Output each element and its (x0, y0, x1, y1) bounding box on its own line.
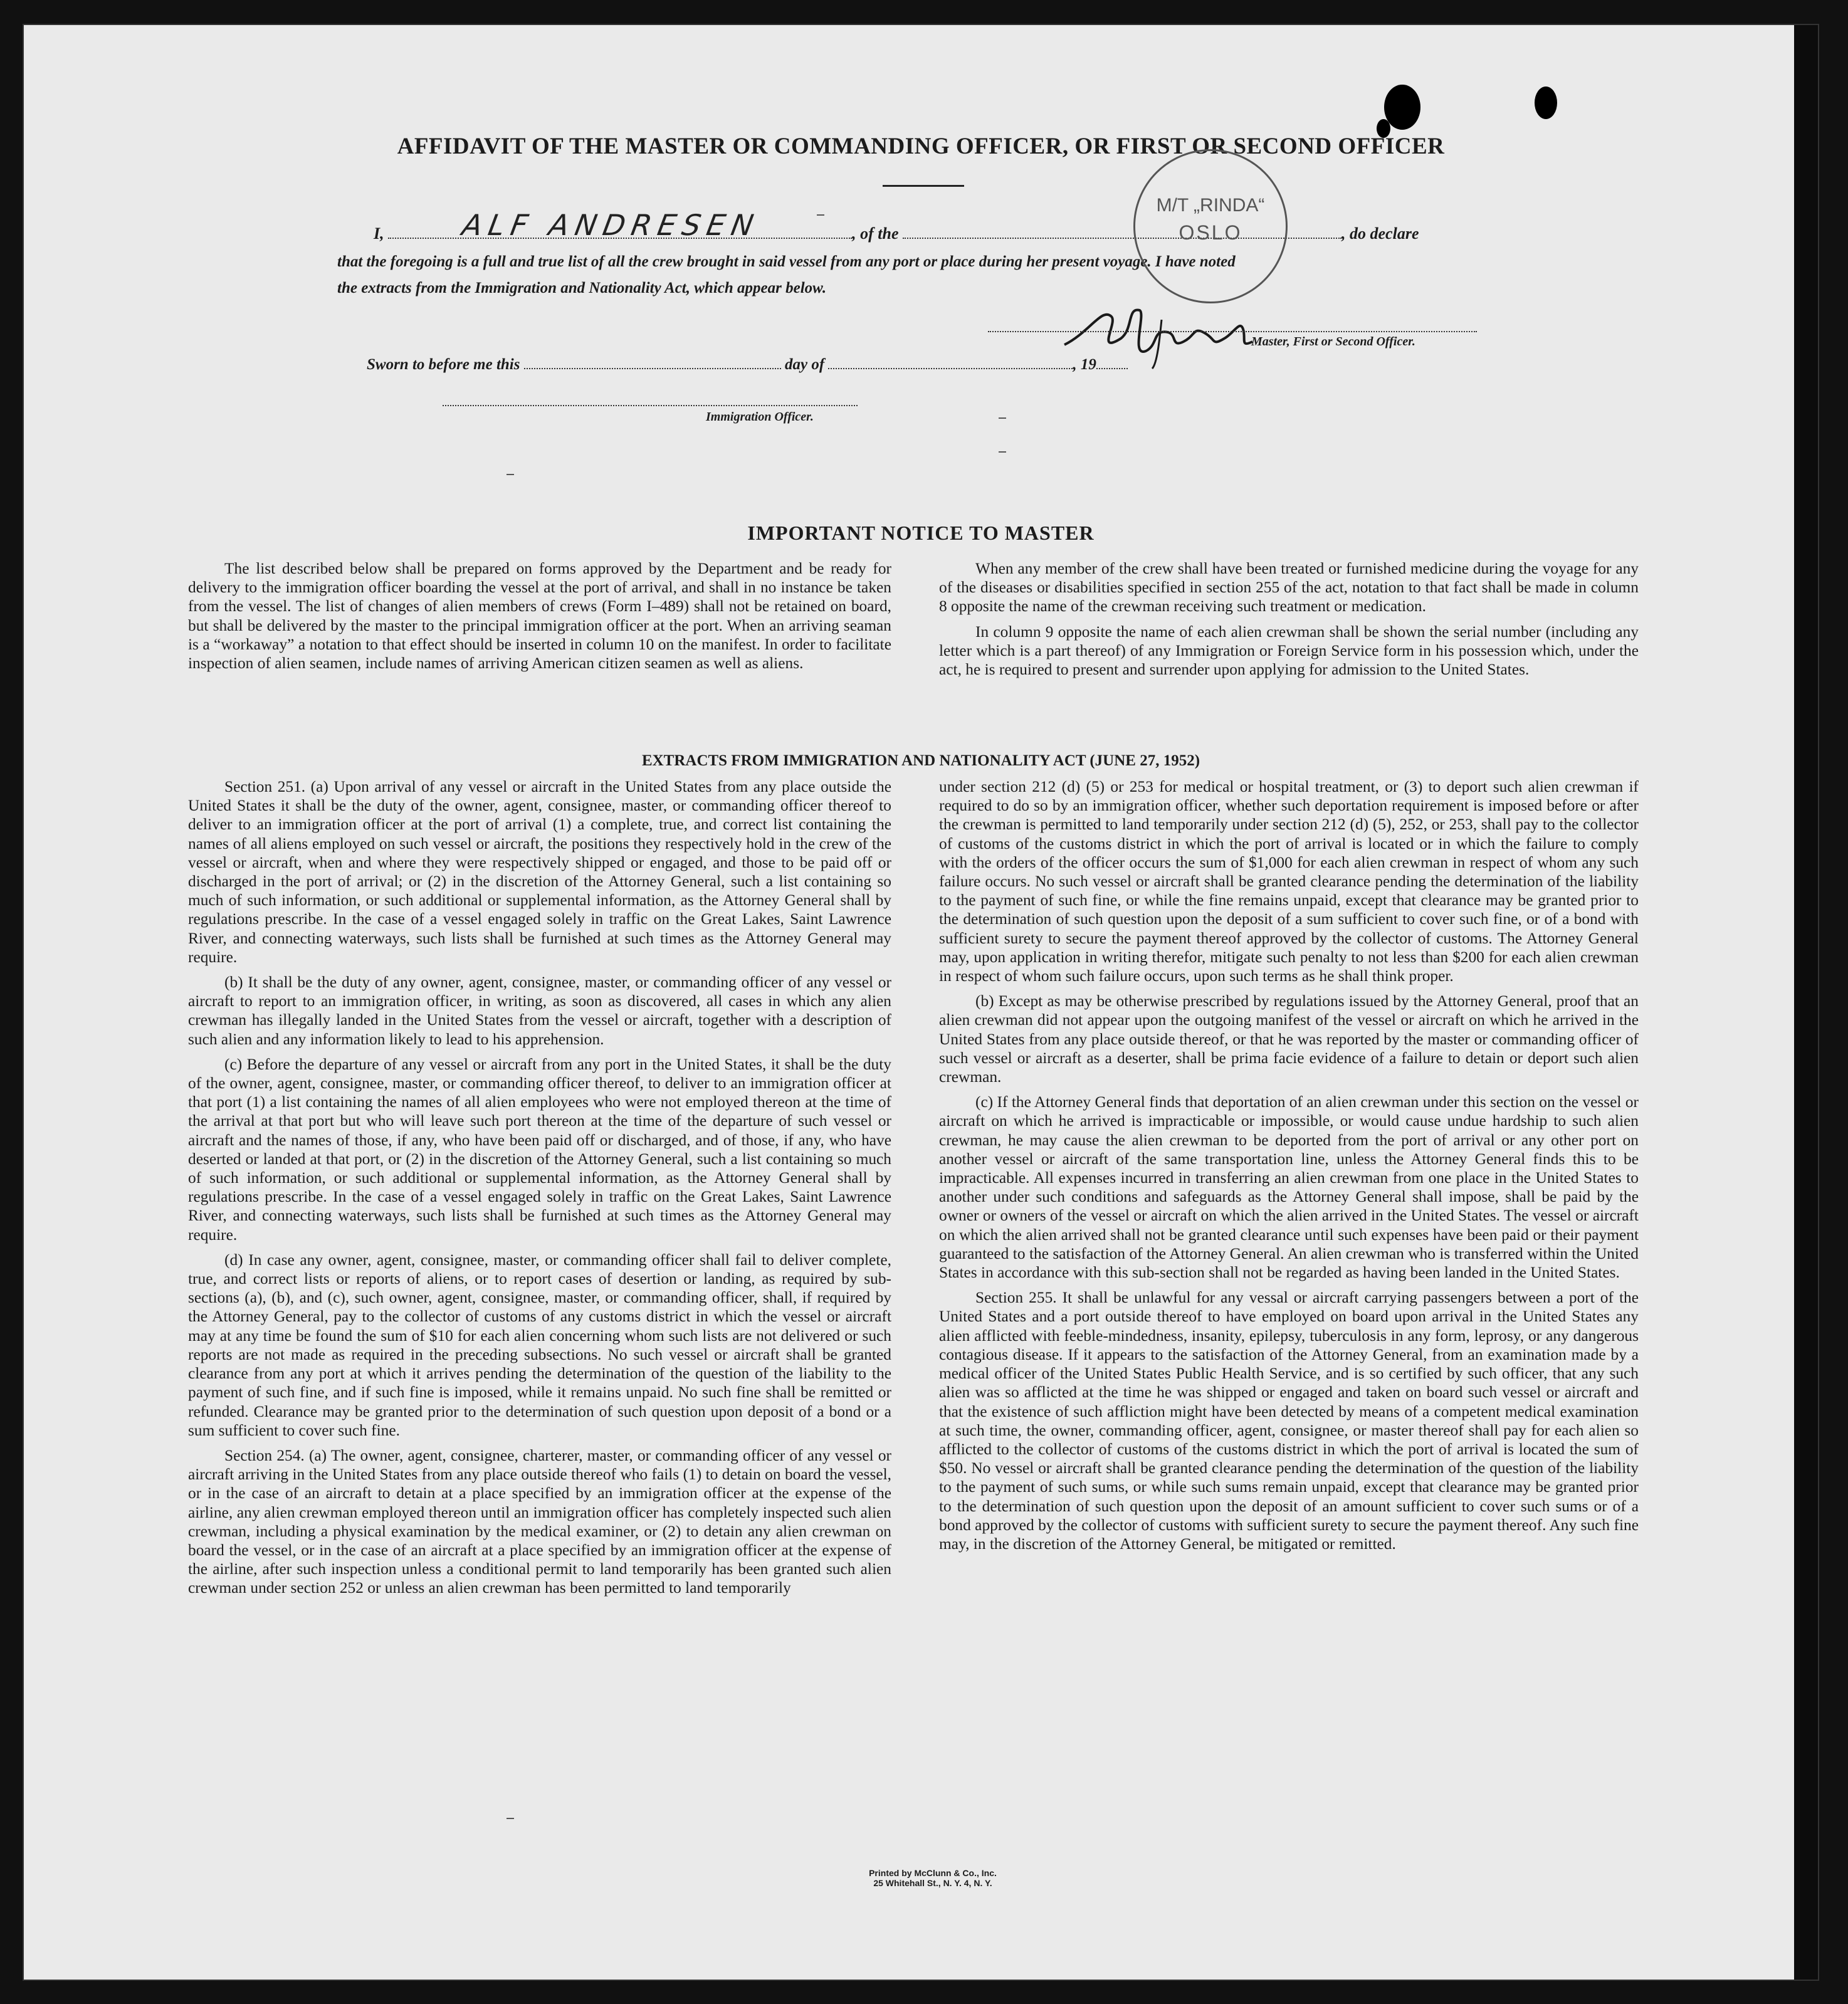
printer-address: 25 Whitehall St., N. Y. 4, N. Y. (873, 1878, 992, 1888)
affidavit-title: AFFIDAVIT OF THE MASTER OR COMMANDING OFFICER, OR FIRST OR SECOND OFFICER (397, 134, 1445, 159)
scan-edge (1794, 25, 1818, 1980)
stray-mark (507, 1818, 514, 1819)
extracts-right-column (939, 777, 1639, 1560)
statement-line-1: that the foregoing is a full and true list of all the crew brought in said vessel from any port or place during her present voyage. I have noted (337, 253, 1236, 270)
section-255: Section 255. It shall be unlawful for any vessal or aircraft carrying passengers between a port of the United States and a port outside thereof to have employed on board upon arrival in the United States any alien afflicted with feeble-mindedness, insanity, epilepsy, tuberculosis in any form, leprosy, or any dangerous contagious disease. If it appears to the satisfaction of the Attorney General, from an examination made by a medical officer of the United States Public Health Service, and is so certified by such officer, that any such alien was so afflicted at the time he was shipped or engaged and taken on board such vessel or aircraft and that the existence of such affliction might have been detected by means of a competent medical examination at such time, the owner, commanding officer, agent, consignee, or master thereof shall pay for each alien so afflicted to the collector of customs of the customs district in which the port of arrival is located the sum of $50. No vessel or aircraft shall be granted clearance pending the determination of the question of the liability to the payment of such sums, or while such sums remain unpaid, except that clearance may be granted prior to the determination of such question upon the deposit of an amount sufficient to cover such sums or of a bond approved by the collector of customs with sufficient surety to secure the payment thereof. Any such fine may, in the discretion of the Attorney General, be mitigated or remitted. (939, 1289, 1639, 1553)
sworn-line (367, 356, 1128, 374)
stamp-port: OSLO (1179, 221, 1242, 244)
do-declare-label: , do declare (1341, 224, 1419, 243)
officer-caption: Immigration Officer. (706, 410, 814, 424)
notice-title: IMPORTANT NOTICE TO MASTER (747, 522, 1095, 544)
signature-caption: Master, First or Second Officer. (1251, 335, 1415, 349)
ink-blot (1384, 85, 1420, 130)
handwritten-name: ALF ANDRESEN (459, 208, 762, 242)
sworn-day-field (524, 368, 781, 369)
stray-mark (817, 214, 824, 216)
stray-mark (999, 417, 1006, 419)
sworn-year-field (1096, 368, 1128, 369)
extracts-left-column (188, 777, 891, 1604)
vessel-stamp (1133, 149, 1288, 303)
section-254b: (b) Except as may be otherwise prescribed by regulations issued by the Attorney General, proof that an alien crewman did not appear upon the outgoing manifest of the vessel or aircraft on which he arrived in the United States from any place outside thereof, or that he was reported by the master or commanding officer of such vessel or aircraft as a deserter, shall be prima facie evidence of a failure to detain or deport such alien crewman. (939, 992, 1639, 1086)
stray-mark (507, 474, 514, 475)
stray-mark (999, 451, 1006, 453)
extracts-title: EXTRACTS FROM IMMIGRATION AND NATIONALITY ACT (JUNE 27, 1952) (641, 752, 1200, 769)
notice-paragraph: When any member of the crew shall have been treated or furnished medicine during the voyage for any of the diseases or disabilities specified in section 255 of the act, notation to that fact shall be made in column 8 opposite the name of the crewman receiving such treatment or medication. (939, 560, 1639, 616)
section-251d: (d) In case any owner, agent, consignee, master, or commanding officer shall fail to deliver complete, true, and correct lists or reports of aliens, or to report cases of desertion or landing, as required by sub-sections (a), (b), and (c), such owner, agent, consignee, master, or commanding officer, shall, if required by the Attorney General, pay to the collector of customs of any customs district in which the vessel or aircraft may at any time be found the sum of $10 for each alien concerning whom such lists are not delivered or such reports are not made as required in the preceding subsections. No such vessel or aircraft shall be granted clearance from any port at which it arrives pending the determination of the question of the liability to the payment of such fine, and if such fine is imposed, while it remains unpaid. No such fine shall be remitted or refunded. Clearance may be granted prior to the determination of such question upon deposit of a bond or a sum sufficient to cover such fine. (188, 1251, 891, 1439)
section-251a: Section 251. (a) Upon arrival of any vessel or aircraft in the United States from any place outside the United States it shall be the duty of the owner, agent, consignee, master, or commanding officer thereof to deliver to an immigration officer at the port of arrival (1) a complete, true, and correct list containing the names of all aliens employed on such vessel or aircraft, the positions they respectively hold in the crew of the vessel or aircraft, when and where they were respectively shipped or engaged, and those to be paid off or discharged in the port of arrival; or (2) in the discretion of the Attorney General, such a list containing so much of such information, or such additional or supplemental information, as the Attorney General shall by regulations prescribe. In the case of a vessel engaged solely in traffic on the Great Lakes, Saint Lawrence River, and connecting waterways, such lists shall be furnished at such times as the Attorney General may require. (188, 778, 891, 966)
sworn-month-field (828, 368, 1073, 369)
signature-line (988, 331, 1477, 332)
section-254a-continued: under section 212 (d) (5) or 253 for medical or hospital treatment, or (3) to deport such alien crewman if required to do so by an immigration officer, whether such deportation requirement is imposed before or after the crewman is permitted to land temporarily under section 212 (d) (5), 252, or 253, shall pay to the collector of customs of the customs district in which the port of arrival is located or in which the failure to comply with the orders of the officer occurs the sum of $1,000 for each alien crewman in respect of whom any such failure occurs. No such vessel or aircraft shall be granted clearance pending the determination of the liability to the payment of such fine, or while the fine remains unpaid, except that clearance may be granted prior to the determination of such question upon the deposit of a sum sufficient to cover such fine, or of a bond with sufficient surety to secure the payment thereof approved by the collector of customs. The Attorney General may, upon application in writing therefor, mitigate such penalty to not less than $200 for each alien crewman in respect of whom such failure occurs, upon such terms as he shall think proper. (939, 778, 1639, 985)
section-254c: (c) If the Attorney General finds that deportation of an alien crewman under this section on the vessel or aircraft on which he arrived is impracticable or impossible, or would cause undue hardship to such alien crewman, he may cause the alien crewman to be deported from the port of arrival or any other port on another vessel or aircraft of the same transportation line, unless the Attorney General finds this to be impracticable. All expenses incurred in transferring an alien crewman from one place in the United States to another under such conditions and safeguards as the Attorney General shall impose, shall be paid by the owner or owners of the vessel or aircraft on which the alien arrived in the United States. The vessel or aircraft on which the alien arrived shall not be granted clearance until such expenses have been paid or their payment guaranteed to the satisfaction of the Attorney General. An alien crewman who is transferred within the United States in accordance with this sub-section shall not be regarded as having been landed in the United States. (939, 1093, 1639, 1282)
notice-paragraph: In column 9 opposite the name of each alien crewman shall be shown the serial number (including any letter which is a part thereof) of any Immigration or Foreign Service form in his possession which, under the act, he is required to present and surrender upon applying for admission to the United States. (939, 622, 1639, 679)
year-prefix: , 19 (1073, 356, 1096, 373)
section-251b: (b) It shall be the duty of any owner, agent, consignee, master, or commanding officer of any vessel or aircraft to report to an immigration officer, in writing, as soon as discovered, all cases in which any alien crewman has illegally landed in the United States from the vessel or aircraft, together with a description of such alien and any information likely to lead to his apprehension. (188, 973, 891, 1048)
of-the-label: , of the (852, 224, 899, 243)
printer-name: Printed by McClunn & Co., Inc. (869, 1868, 997, 1878)
printer-imprint (839, 1868, 1027, 1888)
stamp-vessel-name: M/T „RINDA“ (1156, 195, 1265, 216)
notice-paragraph: The list described below shall be prepared on forms approved by the Department and be ready for delivery to the immigration officer boarding the vessel at the port of arrival, and shall in no instance be taken from the vessel. The list of changes of alien members of crews (Form I–489) shall not be retained on board, but shall be delivered by the master to the principal immigration officer at the port. When an arriving seaman is a “workaway” a notation to that effect should be inserted in column 10 on the manifest. In order to facilitate inspection of alien seamen, include names of arriving American citizen seamen as well as aliens. (188, 560, 891, 673)
document-page (24, 25, 1818, 1980)
title-rule (883, 185, 964, 187)
ink-blot (1535, 87, 1557, 119)
section-254a: Section 254. (a) The owner, agent, consignee, charterer, master, or commanding officer of any vessel or aircraft arriving in the United States from any place outside thereof who fails (1) to detain on board the vessel, or in the case of an aircraft to detain at a place specified by an immigration officer at the expense of the airline, any alien crewman employed thereon until an immigration officer has completely inspected such alien crewman, including a physical examination by the medical examiner, or (2) to detain any alien crewman on board the vessel, or in the case of an aircraft at a place specified by an immigration officer at the expense of the airline, after such inspection unless a conditional permit to land temporarily has been granted such alien crewman under section 252 or unless an alien crewman has been permitted to land temporarily (188, 1446, 891, 1597)
notice-left-column (188, 559, 891, 679)
day-of-label: day of (784, 356, 825, 373)
i-label: I, (374, 224, 384, 243)
sworn-label: Sworn to before me this (367, 356, 520, 373)
statement-line-2: the extracts from the Immigration and Nationality Act, which appear below. (337, 280, 827, 296)
notice-right-column (939, 559, 1639, 685)
officer-signature-line (443, 405, 858, 406)
section-251c: (c) Before the departure of any vessel or aircraft from any port in the United States, it shall be the duty of the owner, agent, consignee, master, or commanding officer thereof, to deliver to an immigration officer at that port (1) a list containing the names of all alien employees who were not employed thereon at the time of the arrival at that port but who will leave such port thereon at the time of the departure of such vessel or aircraft and the names of those, if any, who have been paid off or discharged, and of those, if any, who have deserted or landed at that port, or (2) in the discretion of the Attorney General, such a list containing so much of such information, or such additional or supplemental information, as the Attorney General shall by regulations prescribe. In the case of a vessel engaged solely in traffic on the Great Lakes, Saint Lawrence River, and connecting waterways, such lists shall be furnished at such times as the Attorney General may require. (188, 1055, 891, 1244)
